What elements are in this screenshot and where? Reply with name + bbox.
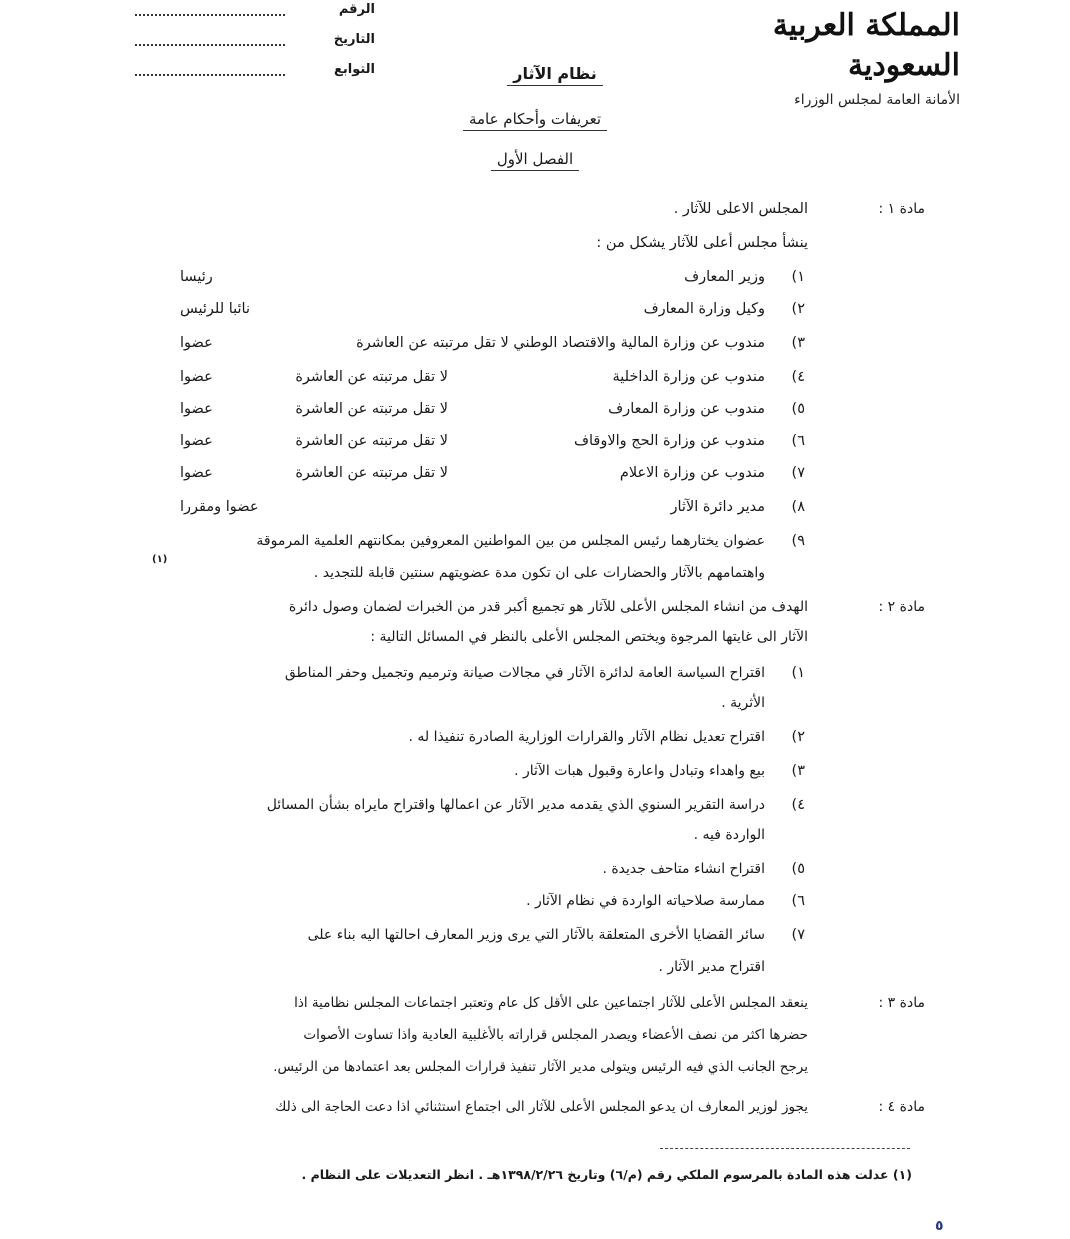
item-number: ١) bbox=[791, 665, 805, 681]
member-rank: لا تقل مرتبته عن العاشرة bbox=[295, 369, 448, 385]
member-rank: لا تقل مرتبته عن العاشرة bbox=[295, 465, 448, 481]
article-1-intro: ينشأ مجلس أعلى للآثار يشكل من : bbox=[596, 235, 808, 251]
member-role: نائبا للرئيس bbox=[180, 301, 251, 317]
item-text-continued: اقتراح مدير الآثار . bbox=[658, 959, 765, 975]
ref-date-label: التاريخ bbox=[333, 32, 375, 47]
kingdom-name: المملكة العربية السعودية bbox=[772, 8, 960, 83]
item-text: ممارسة صلاحياته الواردة في نظام الآثار . bbox=[526, 893, 765, 909]
article-2-line-1: الهدف من انشاء المجلس الأعلى للآثار هو تجميع أكبر قدر من الخبرات لضمان وصول دائرة bbox=[288, 599, 808, 615]
ref-number-row bbox=[135, 0, 375, 26]
footnote-rule bbox=[660, 1148, 910, 1149]
article-3-line-1: ينعقد المجلس الأعلى للآثار اجتماعين على الأقل كل عام وتعتبر اجتماعات المجلس نظامية اذا bbox=[294, 995, 808, 1011]
item-text-continued: الواردة فيه . bbox=[693, 827, 765, 843]
item-text: اقتراح انشاء متاحف جديدة . bbox=[602, 861, 765, 877]
item-number: ٣) bbox=[791, 763, 805, 779]
member-role: عضوا bbox=[180, 465, 213, 481]
member-role: رئيسا bbox=[180, 269, 213, 285]
member-number: ٤) bbox=[791, 369, 805, 385]
member-title: وكيل وزارة المعارف bbox=[643, 301, 765, 317]
chapter-title: الفصل الأول bbox=[0, 150, 1070, 171]
item-text: سائر القضايا الأخرى المتعلقة بالآثار التي يرى وزير المعارف احالتها اليه بناء على bbox=[307, 927, 765, 943]
member-title: مندوب عن وزارة الحج والاوقاف bbox=[573, 433, 765, 449]
article-4-line-1: يجوز لوزير المعارف ان يدعو المجلس الأعلى للآثار الى اجتماع استثنائي اذا دعت الحاجة الى ذلك bbox=[275, 1099, 808, 1115]
member-number: ٣) bbox=[791, 335, 805, 351]
ref-date-row bbox=[135, 30, 375, 56]
article-3-line-2: حضرها اكثر من نصف الأعضاء ويصدر المجلس قراراته بالأغلبية العادية واذا تساوت الأصوات bbox=[303, 1027, 808, 1043]
member-role: عضوا bbox=[180, 369, 213, 385]
footnote: (١) عدلت هذه المادة بالمرسوم الملكي رقم (م/٦) وتاريخ ١٣٩٨/٢/٢٦هـ . انظر التعديلات على النظام . bbox=[301, 1167, 912, 1182]
article-1-label: مادة ١ : bbox=[878, 201, 925, 217]
article-2-label: مادة ٢ : bbox=[878, 599, 925, 615]
item-number: ٢) bbox=[791, 729, 805, 745]
member-title: وزير المعارف bbox=[684, 269, 765, 285]
article-3-line-3: يرجح الجانب الذي فيه الرئيس ويتولى مدير الآثار تنفيذ قرارات المجلس بعد اعتمادها من الرئيس. bbox=[273, 1059, 808, 1075]
item-text: دراسة التقرير السنوي الذي يقدمه مدير الآثار عن اعمالها واقتراح مايراه بشأن المسائل bbox=[266, 797, 765, 813]
footnote-marker: (١) bbox=[152, 554, 168, 565]
item-text: اقتراح تعديل نظام الآثار والقرارات الوزارية الصادرة تنفيذا له . bbox=[408, 729, 765, 745]
item-number: ٤) bbox=[791, 797, 805, 813]
member-number: ٩) bbox=[791, 533, 805, 549]
system-title: نظام الآثار bbox=[0, 64, 1070, 86]
ref-attachments-label: التوابع bbox=[333, 62, 375, 77]
item-number: ٧) bbox=[791, 927, 805, 943]
member-role: عضوا bbox=[180, 335, 213, 351]
member-title: مدير دائرة الآثار bbox=[670, 499, 765, 515]
member-title: مندوب عن وزارة المعارف bbox=[608, 401, 765, 417]
item-text-continued: الأثرية . bbox=[721, 695, 765, 711]
member-number: ٧) bbox=[791, 465, 805, 481]
secretariat-name: الأمانة العامة لمجلس الوزراء bbox=[794, 92, 960, 108]
article-1-heading: المجلس الاعلى للآثار . bbox=[673, 201, 808, 217]
article-2-line-2: الآثار الى غايتها المرجوة ويختص المجلس الأعلى بالنظر في المسائل التالية : bbox=[370, 629, 808, 645]
item-text: اقتراح السياسة العامة لدائرة الآثار في مجالات صيانة وترميم وتجميل وحفر المناطق bbox=[284, 665, 765, 681]
member-number: ٦) bbox=[791, 433, 805, 449]
member-title: مندوب عن وزارة الاعلام bbox=[619, 465, 765, 481]
letterhead-emblem bbox=[720, 6, 960, 110]
member-role: عضوا bbox=[180, 401, 213, 417]
member-rank: لا تقل مرتبته عن العاشرة bbox=[295, 433, 448, 449]
member-rank: لا تقل مرتبته عن العاشرة bbox=[295, 401, 448, 417]
member-title: مندوب عن وزارة المالية والاقتصاد الوطني لا تقل مرتبته عن العاشرة bbox=[356, 335, 765, 351]
member-number: ٥) bbox=[791, 401, 805, 417]
member-9-line-1: عضوان يختارهما رئيس المجلس من بين المواطنين المعروفين بمكانتهم العلمية المرموقة bbox=[256, 533, 765, 549]
member-role: عضوا bbox=[180, 433, 213, 449]
ref-date-line bbox=[135, 44, 285, 46]
ref-number-line bbox=[135, 14, 285, 16]
article-4-label: مادة ٤ : bbox=[878, 1099, 925, 1115]
member-9-line-2: واهتمامهم بالآثار والحضارات على ان تكون مدة عضويتهم سنتين قابلة للتجديد . bbox=[313, 565, 765, 581]
page-mark: ٥ bbox=[935, 1218, 944, 1234]
article-3-label: مادة ٣ : bbox=[878, 995, 925, 1011]
member-number: ٨) bbox=[791, 499, 805, 515]
member-number: ٢) bbox=[791, 301, 805, 317]
item-number: ٦) bbox=[791, 893, 805, 909]
member-role: عضوا ومقررا bbox=[180, 499, 259, 515]
item-text: بيع واهداء وتبادل واعارة وقبول هبات الآثار . bbox=[514, 763, 765, 779]
member-number: ١) bbox=[791, 269, 805, 285]
item-number: ٥) bbox=[791, 861, 805, 877]
section-title: تعريفات وأحكام عامة bbox=[0, 110, 1070, 131]
member-title: مندوب عن وزارة الداخلية bbox=[612, 369, 765, 385]
ref-number-label: الرقم bbox=[338, 2, 375, 17]
